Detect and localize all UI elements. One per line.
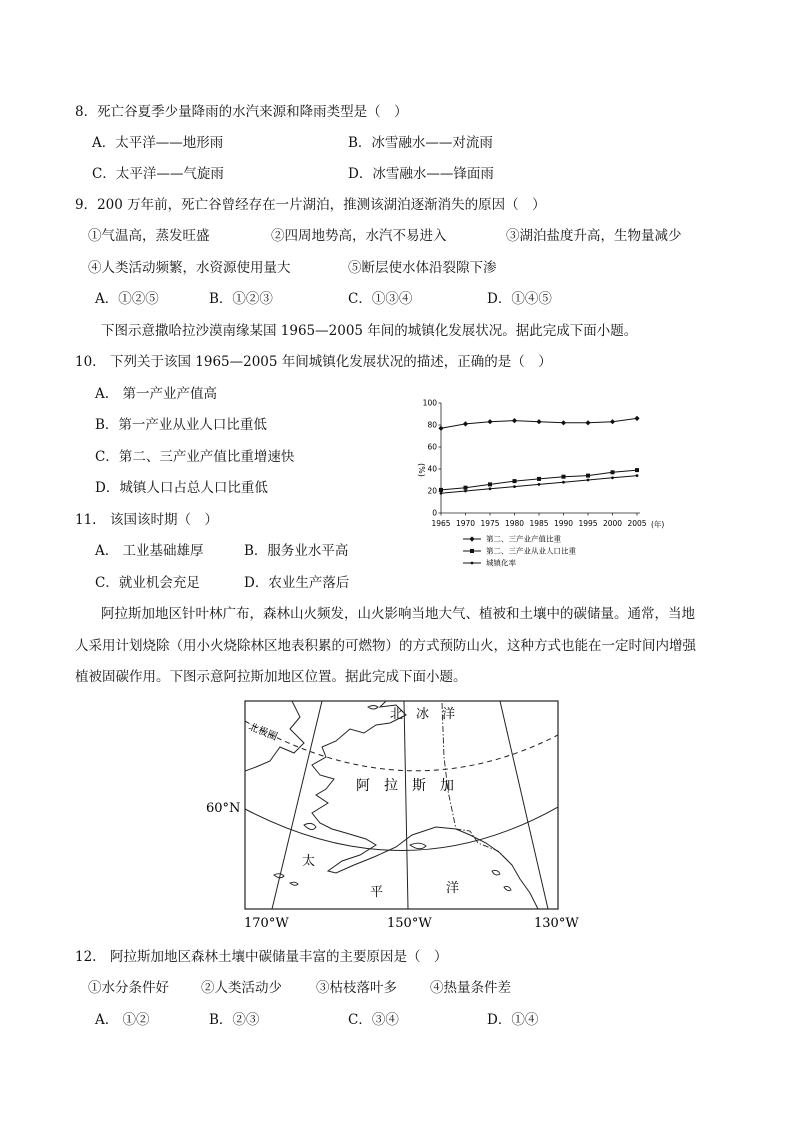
q9-option-d[interactable]: D．①④⑤ [487, 291, 552, 307]
q10-option-d[interactable]: D．城镇人口占总人口比重低 [95, 480, 268, 496]
series-2-point [611, 470, 615, 474]
x-tick-label: 1990 [553, 519, 574, 528]
series-3-point [587, 479, 590, 482]
q11-stem: 11. 该国该时期（ ） [75, 512, 218, 528]
series-1-point [438, 426, 443, 431]
x-tick-label: 2005 [627, 519, 647, 528]
island-5 [492, 870, 500, 875]
q8-option-b[interactable]: B．冰雪融水——对流雨 [348, 135, 493, 151]
y-tick-label: 60 [427, 442, 437, 452]
q12-statement-1: ①水分条件好 [88, 980, 169, 996]
series-2-point [464, 486, 468, 490]
series-1-point [487, 419, 492, 424]
series-1-point [610, 419, 615, 424]
y-tick-label: 40 [427, 464, 437, 474]
q12-statement-2: ②人类活动少 [201, 980, 282, 996]
q12-statement-4: ④热量条件差 [430, 980, 511, 996]
x-tick-label: 1985 [529, 519, 549, 528]
y-tick-label: 20 [427, 486, 437, 496]
label-ping: 平 [370, 885, 384, 900]
island-3 [290, 882, 298, 885]
q9-statement-3: ③湖泊盐度升高，生物量减少 [506, 228, 682, 244]
legend-label-2: 第二、三产业从业人口比重 [486, 546, 576, 556]
label-lon-170w: 170°W [244, 916, 289, 931]
island-2 [274, 874, 284, 878]
series-1-point [512, 418, 517, 423]
series-2-point [562, 475, 566, 479]
label-yang: 洋 [446, 881, 460, 896]
q8-option-c[interactable]: C．太平洋——气旋雨 [92, 166, 224, 182]
q11-option-c[interactable]: C．就业机会充足 [95, 575, 200, 591]
q8-option-d[interactable]: D．冰雪融水——锋面雨 [348, 166, 494, 182]
series-2-point [586, 474, 590, 478]
q9-option-a[interactable]: A．①②⑤ [95, 291, 159, 307]
q9-option-c[interactable]: C．①③④ [348, 291, 413, 307]
q12-statement-3: ③枯枝落叶多 [316, 980, 397, 996]
legend-label-1: 第二、三产业产值比重 [486, 534, 561, 544]
y-tick-label: 0 [432, 508, 437, 518]
q8-option-a[interactable]: A．太平洋——地形雨 [92, 135, 224, 151]
series-3-point [611, 476, 614, 479]
label-tai: 太 [302, 854, 316, 869]
series-2-point [513, 479, 517, 483]
legend-marker-3 [471, 562, 474, 565]
series-3-point [513, 485, 516, 488]
x-tick-label: 1980 [504, 519, 525, 528]
q10-option-b[interactable]: B．第一产业从业人口比重低 [95, 417, 267, 433]
q9-option-b[interactable]: B．①②③ [209, 291, 273, 307]
q10-stem: 10. 下列关于该国 1965—2005 年间城镇化发展状况的描述，正确的是（ ） [75, 354, 552, 370]
q11-option-d[interactable]: D．农业生产落后 [244, 575, 350, 591]
x-tick-label: 1975 [480, 519, 500, 528]
q9-statement-5: ⑤断层使水体沿裂隙下渗 [348, 260, 497, 276]
q12-option-c[interactable]: C．③④ [348, 1012, 399, 1028]
island-1 [304, 823, 316, 829]
q12-option-b[interactable]: B．②③ [209, 1012, 260, 1028]
x-tick-label: 2000 [602, 519, 623, 528]
alaska-landmass [312, 701, 558, 909]
x-tick-label: 1965 [431, 519, 451, 528]
y-tick-label: 80 [427, 420, 437, 430]
series-3-point [636, 474, 639, 477]
series-3-point [562, 481, 565, 484]
q9-statement-1: ①气温高，蒸发旺盛 [88, 228, 210, 244]
label-lon-150w: 150°W [387, 916, 432, 931]
q12-stem: 12. 阿拉斯加地区森林土壤中碳储量丰富的主要原因是（ ） [75, 949, 448, 965]
legend-label-3: 城镇化率 [486, 558, 516, 568]
q11-option-a[interactable]: A. 工业基础雄厚 [95, 543, 204, 559]
passage-alaska-line-2: 人采用计划烧除（用小火烧除林区地表积累的可燃物）的方式预防山火，这种方式也能在一定时间内增强 [75, 638, 696, 654]
label-arctic-ocean: 北 冰 洋 [390, 707, 456, 722]
series-3-point [440, 492, 443, 495]
label-arctic-circle: 北极圈 [246, 721, 279, 744]
passage-urbanization: 下图示意撒哈拉沙漠南缘某国 1965—2005 年间的城镇化发展状况。据此完成下面小题。 [101, 323, 638, 339]
series-3-point [538, 483, 541, 486]
series-2-point [439, 488, 443, 492]
legend-marker-1 [469, 536, 474, 541]
q9-statement-4: ④人类活动频繁，水资源使用量大 [88, 260, 291, 276]
series-3-point [489, 487, 492, 490]
x-tick-label: 1995 [578, 519, 598, 528]
passage-alaska-line-3: 植被固碳作用。下图示意阿拉斯加地区位置。据此完成下面小题。 [75, 669, 467, 685]
label-lat-60n: 60°N [206, 801, 241, 816]
island-7 [368, 706, 378, 710]
x-axis-unit: (年) [651, 520, 665, 529]
series-3-point [464, 490, 467, 493]
series-1-point [585, 420, 590, 425]
label-alaska: 阿 拉 斯 加 [356, 778, 454, 794]
label-lon-130w: 130°W [534, 916, 579, 931]
island-6 [504, 886, 511, 890]
island-4 [410, 843, 426, 849]
q9-stem: 9．200 万年前，死亡谷曾经存在一片湖泊，推测该湖泊逐渐消失的原因（ ） [75, 197, 546, 213]
passage-alaska-line-1: 阿拉斯加地区针叶林广布，森林山火频发，山火影响当地大气、植被和土壤中的碳储量。通常，当地 [101, 606, 695, 622]
q8-stem: 8．死亡谷夏季少量降雨的水汽来源和降雨类型是（ ） [75, 104, 408, 120]
q12-option-a[interactable]: A. ①② [95, 1012, 150, 1028]
alaska-map [200, 695, 600, 940]
series-1-point [634, 416, 639, 421]
q10-option-a[interactable]: A. 第一产业产值高 [95, 386, 218, 402]
series-1-point [561, 420, 566, 425]
x-tick-label: 1970 [455, 519, 476, 528]
series-1-point [536, 419, 541, 424]
series-2-point [635, 468, 639, 472]
q9-statement-2: ②四周地势高，水汽不易进入 [271, 228, 447, 244]
series-2-point [488, 482, 492, 486]
urbanization-line-chart [410, 395, 700, 570]
series-1-point [463, 421, 468, 426]
y-axis-label: (%) [417, 463, 426, 477]
y-tick-label: 100 [422, 398, 437, 408]
q11-option-b[interactable]: B．服务业水平高 [244, 543, 349, 559]
q10-option-c[interactable]: C．第二、三产业产值比重增速快 [95, 449, 295, 465]
series-2-point [537, 477, 541, 481]
q12-option-d[interactable]: D．①④ [487, 1012, 539, 1028]
legend-marker-2 [470, 549, 474, 553]
